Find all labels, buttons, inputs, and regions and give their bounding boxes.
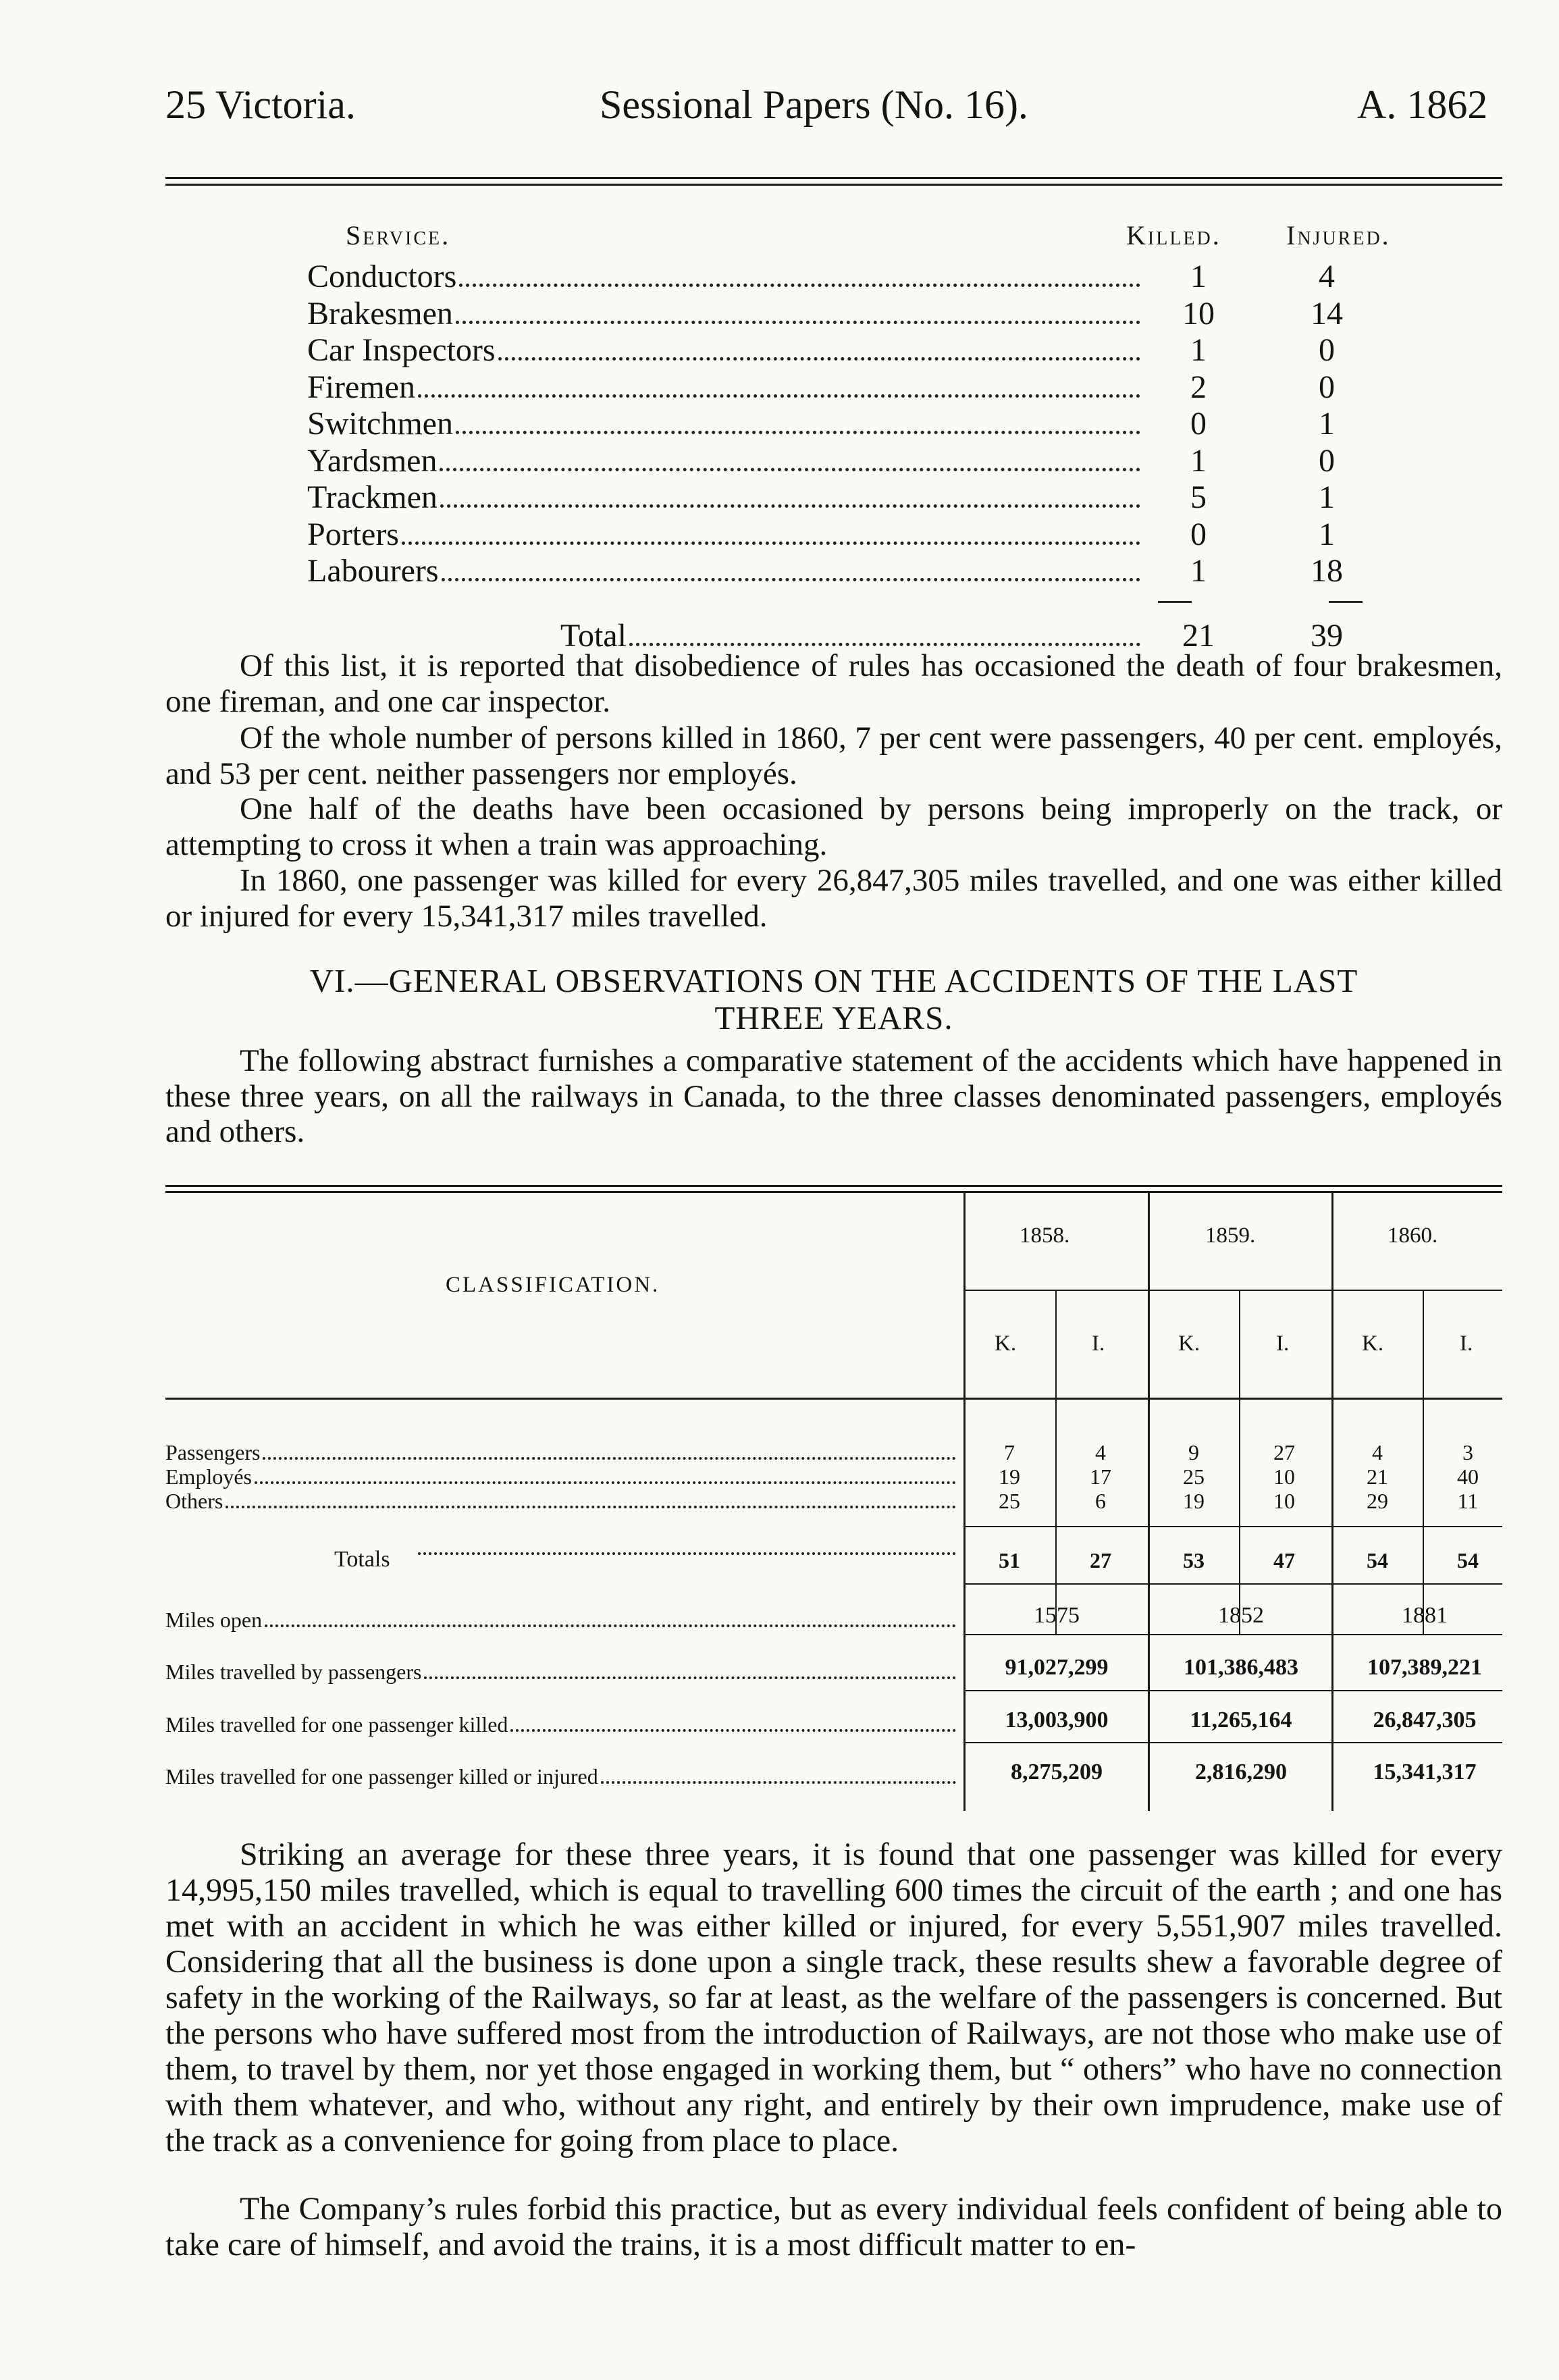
service-name: Porters (307, 516, 399, 552)
classification-table (165, 1185, 1502, 1816)
miles-open-1860: 1881 (1402, 1603, 1448, 1628)
service-name: Switchmen (307, 406, 453, 442)
totals-row-label: Totals (334, 1547, 390, 1572)
service-row (307, 369, 1367, 406)
service-injured: 0 (1319, 442, 1335, 479)
service-row (307, 332, 1367, 369)
service-name: Trackmen (307, 479, 438, 515)
service-killed: 2 (1190, 369, 1207, 405)
miles-per-killed-injured-row (165, 1766, 959, 1789)
paragraph-disobedience: Of this list, it is reported that disobedience of rules has occasioned the death of four brakesmen, one fireman, and one car inspector. (165, 648, 1502, 719)
service-name: Yardsmen (307, 442, 438, 479)
classification-cell: 29 (1367, 1489, 1388, 1513)
service-killed: 10 (1182, 295, 1215, 332)
injured-total-rule (1329, 601, 1363, 603)
leader-dots (629, 642, 1140, 646)
totals-cell: 54 (1457, 1548, 1479, 1572)
service-killed: 1 (1190, 332, 1207, 368)
paragraph-1860-rates: In 1860, one passenger was killed for every 26,847,305 miles travelled, and one was either killed or injured for every 15,341,317 miles travelled. (165, 863, 1502, 934)
section-heading-cont: THREE YEARS. (714, 999, 953, 1036)
service-name: Car Inspectors (307, 332, 496, 368)
classification-cell: 40 (1457, 1464, 1479, 1489)
service-injured: 4 (1319, 259, 1335, 294)
classification-cell: 19 (999, 1464, 1020, 1489)
killed-total-rule (1158, 601, 1192, 603)
miles-open-label: Miles open (165, 1608, 263, 1632)
service-killed: 1 (1190, 553, 1207, 589)
header-left: 25 Victoria. (165, 82, 356, 127)
miles-per-killed-row (165, 1714, 959, 1737)
classification-row-label: Employés (165, 1464, 252, 1489)
paragraph-abstract-intro: The following abstract furnishes a comparative statement of the accidents which have happened in these three years, on all the railways in Canada, to the three classes denominated passengers, employés and others. (165, 1043, 1502, 1149)
classification-cell: 27 (1273, 1440, 1295, 1464)
classification-row-label: Passengers (165, 1440, 261, 1464)
classification-caption: CLASSIFICATION. (446, 1273, 660, 1297)
miles-per-killed-1859: 11,265,164 (1190, 1708, 1292, 1733)
classification-cell: 10 (1273, 1464, 1295, 1489)
totals-cell: 54 (1367, 1548, 1388, 1572)
header-rule (165, 177, 1502, 179)
service-row (307, 479, 1367, 516)
leader-dots (418, 394, 1140, 398)
classification-cell: 7 (1004, 1440, 1015, 1464)
classification-row-label: Others (165, 1489, 223, 1513)
miles-open-1859: 1852 (1218, 1603, 1264, 1628)
leader-dots (402, 541, 1140, 545)
classification-cell: 6 (1095, 1489, 1106, 1513)
service-killed: 0 (1190, 516, 1207, 552)
totals-cell: 51 (999, 1548, 1020, 1572)
miles-travelled-row (165, 1661, 959, 1685)
miles-travelled-1860: 107,389,221 (1367, 1655, 1482, 1680)
col-k-1859: K. (1178, 1331, 1200, 1356)
classification-cell: 21 (1367, 1464, 1388, 1489)
col-k-1860: K. (1362, 1331, 1384, 1356)
service-injured: 18 (1311, 553, 1343, 589)
year-1859-header: 1859. (1205, 1223, 1256, 1248)
service-killed: 5 (1190, 479, 1207, 515)
classification-cell: 4 (1095, 1440, 1106, 1464)
totals-leader (415, 1552, 959, 1560)
classification-cell: 10 (1273, 1489, 1295, 1513)
service-injured: 0 (1319, 369, 1335, 405)
classification-row (165, 1466, 959, 1489)
paragraph-company-rules: The Company’s rules forbid this practice, but as every individual feels confident of being able to take care of himself, and avoid the trains, it is a most difficult matter to en- (165, 2191, 1502, 2263)
service-row (307, 296, 1367, 332)
miles-per-killed-1858: 13,003,900 (1005, 1708, 1109, 1733)
service-killed: 0 (1190, 406, 1207, 442)
totals-cell: 27 (1090, 1548, 1111, 1572)
leader-dots (459, 283, 1140, 287)
miles-per-killed-label: Miles travelled for one passenger killed (165, 1712, 508, 1737)
service-injured: 14 (1311, 295, 1343, 332)
service-name: Conductors (307, 259, 457, 294)
classification-cell: 25 (1183, 1464, 1205, 1489)
miles-per-killed-injured-1858: 8,275,209 (1011, 1760, 1103, 1784)
col-k-1858: K. (995, 1331, 1017, 1356)
service-column-header: Service. (346, 220, 451, 250)
service-injured: 1 (1319, 516, 1335, 552)
leader-dots (442, 577, 1140, 581)
leader-dots (498, 356, 1140, 361)
leader-dots (440, 504, 1140, 508)
year-1858-header: 1858. (1020, 1223, 1070, 1248)
leader-dots (456, 320, 1140, 324)
service-row (307, 553, 1367, 589)
miles-per-killed-injured-label: Miles travelled for one passenger killed or injured (165, 1764, 598, 1789)
total-label: Total (560, 618, 627, 654)
miles-per-killed-injured-1860: 15,341,317 (1373, 1760, 1477, 1784)
header-right: A. 1862 (1357, 82, 1488, 127)
service-injured: 0 (1319, 332, 1335, 368)
header-center: Sessional Papers (No. 16). (600, 82, 1028, 127)
service-injured: 1 (1319, 406, 1335, 442)
paragraph-deaths-on-track: One half of the deaths have been occasioned by persons being improperly on the track, or attempting to cross it when a train was approaching. (165, 791, 1502, 862)
col-i-1859: I. (1276, 1331, 1290, 1356)
classification-cell: 9 (1188, 1440, 1199, 1464)
totals-cell: 53 (1183, 1548, 1205, 1572)
service-row (307, 259, 1367, 295)
service-name: Brakesmen (307, 295, 453, 332)
miles-per-killed-1860: 26,847,305 (1373, 1708, 1477, 1733)
injured-column-header: Injured. (1286, 220, 1391, 250)
classification-cell: 4 (1372, 1440, 1383, 1464)
header-rule-2 (165, 184, 1502, 186)
miles-travelled-1859: 101,386,483 (1184, 1655, 1298, 1680)
classification-cell: 17 (1090, 1464, 1111, 1489)
service-name: Firemen (307, 369, 415, 405)
service-killed: 1 (1190, 259, 1207, 294)
leader-dots (456, 430, 1140, 434)
service-row (307, 517, 1367, 553)
miles-per-killed-injured-1859: 2,816,290 (1195, 1760, 1287, 1784)
classification-row (165, 1442, 959, 1465)
classification-cell: 19 (1183, 1489, 1205, 1513)
year-1860-header: 1860. (1388, 1223, 1438, 1248)
classification-row (165, 1490, 959, 1514)
killed-column-header: Killed. (1126, 220, 1221, 250)
miles-open-row (165, 1609, 959, 1633)
service-row (307, 406, 1367, 442)
service-killed: 1 (1190, 442, 1207, 479)
service-injured: 1 (1319, 479, 1335, 515)
paragraph-average: Striking an average for these three years, it is found that one passenger was killed for every 14,995,150 miles travelled, which is equal to travelling 600 times the circuit of the earth ; and one has met with an accident in which he was either killed or injured, for every 5,551,907 miles travelled. Considering that all the business is done upon a single track, these results shew a favorable degree of safety in the working of the Railways, so far at least, as the welfare of the passengers is concerned. But the persons who have suffered most from the introduction of Railways, are not those who make use of them, to travel by them, nor yet those engaged in working them, but “ others” who have no connection with them whatever, and who, without any right, and entirely by their own imprudence, make use of the track as a convenience for going from place to place. (165, 1836, 1502, 2159)
col-i-1858: I. (1092, 1331, 1105, 1356)
miles-open-1858: 1575 (1034, 1603, 1080, 1628)
classification-cell: 3 (1462, 1440, 1473, 1464)
classification-cell: 25 (999, 1489, 1020, 1513)
leader-dots (440, 467, 1140, 471)
totals-cell: 47 (1273, 1548, 1295, 1572)
col-i-1860: I. (1460, 1331, 1473, 1356)
total-killed: 21 (1182, 618, 1215, 654)
classification-cell: 11 (1457, 1489, 1479, 1513)
total-injured: 39 (1311, 618, 1343, 654)
section-heading: VI.—GENERAL OBSERVATIONS ON THE ACCIDENTS OF THE LAST (309, 962, 1358, 999)
paragraph-percentages: Of the whole number of persons killed in 1860, 7 per cent were passengers, 40 per cent. employés, and 53 per cent. neither passengers nor employés. (165, 720, 1502, 791)
miles-travelled-label: Miles travelled by passengers (165, 1660, 422, 1684)
service-row (307, 443, 1367, 479)
service-name: Labourers (307, 553, 439, 589)
miles-travelled-1858: 91,027,299 (1005, 1655, 1109, 1680)
